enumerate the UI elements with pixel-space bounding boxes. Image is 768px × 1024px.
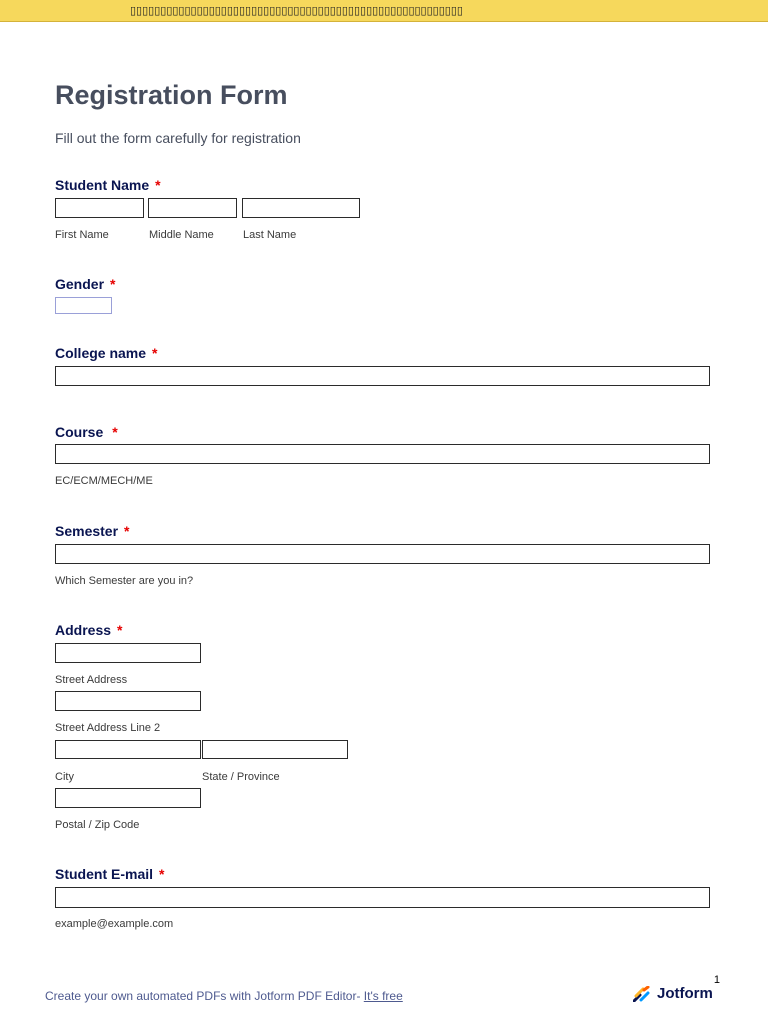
jotform-logo-icon [633,986,651,1002]
address-label-text: Address [55,622,112,638]
its-free-link[interactable]: It's free [363,989,403,1003]
required-asterisk: * [117,622,123,638]
footer-promo [45,989,403,1003]
top-banner: ▯▯▯▯▯▯▯▯▯▯▯▯▯▯▯▯▯▯▯▯▯▯▯▯▯▯▯▯▯▯▯▯▯▯▯▯▯▯▯▯▯▯▯▯▯▯▯▯▯▯▯▯▯▯▯ [0,0,768,22]
gender-label [55,276,115,292]
first-name-sublabel: First Name [55,229,109,241]
course-input[interactable] [55,444,710,464]
postal-zip-code-input[interactable] [55,788,201,808]
course-label-text: Course [55,424,104,440]
street-address-sublabel: Street Address [55,674,128,686]
required-asterisk: * [159,866,165,882]
student-email-label [55,866,164,882]
required-asterisk: * [112,424,118,440]
college-name-input[interactable] [55,366,710,386]
middle-name-sublabel: Middle Name [149,229,214,241]
middle-name-input[interactable] [148,198,237,218]
state-province-input[interactable] [202,740,348,759]
jotform-brand-text: Jotform [657,985,713,1002]
required-asterisk: * [155,177,161,193]
gender-label-text: Gender [55,276,105,292]
footer-promo-text: Create your own automated PDFs with Jotform PDF Editor- [45,989,364,1003]
semester-label-text: Semester [55,523,119,539]
college-name-label [55,345,157,361]
street-address-line2-sublabel: Street Address Line 2 [55,722,161,734]
street-address-input[interactable] [55,643,201,663]
address-label [55,622,122,638]
semester-hint: Which Semester are you in? [55,575,194,587]
student-email-input[interactable] [55,887,710,908]
page-subtitle: Fill out the form carefully for registration [55,130,301,146]
course-label [55,424,118,440]
semester-label [55,523,130,539]
student-email-hint: example@example.com [55,918,174,930]
city-input[interactable] [55,740,201,759]
city-sublabel: City [55,771,74,783]
required-asterisk: * [152,345,158,361]
last-name-input[interactable] [242,198,360,218]
state-province-sublabel: State / Province [202,771,280,783]
student-name-label-text: Student Name [55,177,150,193]
student-name-label [55,177,161,193]
student-email-label-text: Student E-mail [55,866,154,882]
first-name-input[interactable] [55,198,144,218]
last-name-sublabel: Last Name [243,229,297,241]
semester-input[interactable] [55,544,710,564]
page-number: 1 [713,974,720,986]
postal-zip-code-sublabel: Postal / Zip Code [55,819,140,831]
course-hint: EC/ECM/MECH/ME [55,475,153,487]
required-asterisk: * [124,523,130,539]
gender-input[interactable] [55,297,112,314]
required-asterisk: * [110,276,116,292]
college-name-label-text: College name [55,345,147,361]
page-title: Registration Form [55,80,288,110]
jotform-brand[interactable] [633,985,713,1002]
street-address-line2-input[interactable] [55,691,201,711]
